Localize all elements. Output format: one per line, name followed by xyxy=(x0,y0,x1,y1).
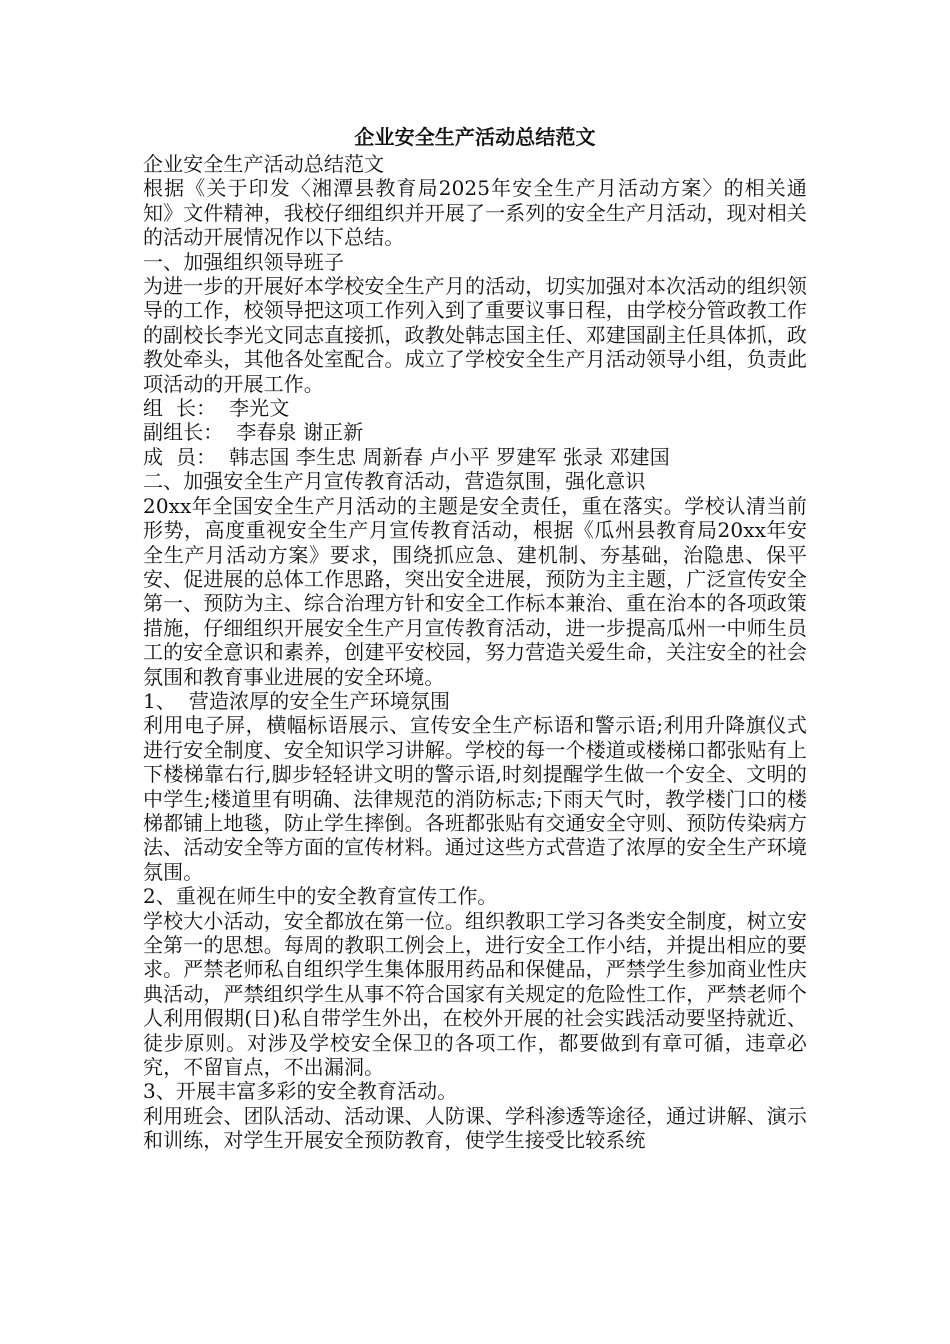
group-leader-line: 组 长： 李光文 xyxy=(143,396,290,421)
subsection-3-paragraph: 利用班会、团队活动、活动课、人防课、学科渗透等途径，通过讲解、演示和训练，对学生开展安全预防教育，使学生接受比较系统 xyxy=(143,1103,807,1153)
section-2-paragraph: 20xx年全国安全生产月活动的主题是安全责任，重在落实。学校认清当前形势，高度重视安全生产月宣传教育活动，根据《瓜州县教育局20xx年安全生产月活动方案》要求，围绕抓应急、建机制、夯基础，治隐患、保平安、促进展的总体工作思路，突出安全进展，预防为主主题，广泛宣传安全第一、预防为主、综合治理方针和安全工作标本兼治、重在治本的各项政策措施，仔细组织开展安全生产月宣传教育活动，进一步提高瓜州一中师生员工的安全意识和素养，创建平安校园，努力营造关爱生命，关注安全的社会氛围和教育事业进展的安全环境。 xyxy=(143,493,807,689)
subsection-heading-2: 2、重视在师生中的安全教育宣传工作。 xyxy=(143,884,498,909)
subsection-heading-1: 1、 营造浓厚的安全生产环境氛围 xyxy=(143,688,451,713)
section-heading-1: 一、加强组织领导班子 xyxy=(143,249,344,274)
intro-paragraph: 根据《关于印发〈湘潭县教育局2025年安全生产月活动方案〉的相关通知》文件精神，我校仔细组织并开展了一系列的安全生产月活动，现对相关的活动开展情况作以下总结。 xyxy=(143,176,807,250)
document-title: 企业安全生产活动总结范文 xyxy=(354,125,596,149)
subsection-2-paragraph: 学校大小活动，安全都放在第一位。组织教职工学习各类安全制度，树立安全第一的思想。每周的教职工例会上，进行安全工作小结，并提出相应的要求。严禁老师私自组织学生集体服用药品和保健品，严禁学生参加商业性庆典活动，严禁组织学生从事不符合国家有关规定的危险性工作，严禁老师个人利用假期(日)私自带学生外出，在校外开展的社会实践活动要坚持就近、徒步原则。对涉及学校安全保卫的各项工作，都要做到有章可循，违章必究，不留盲点，不出漏洞。 xyxy=(143,908,807,1080)
section-1-paragraph: 为进一步的开展好本学校安全生产月的活动，切实加强对本次活动的组织领导的工作，校领导把这项工作列入到了重要议事日程，由学校分管政教工作的副校长李光文同志直接抓，政教处韩志国主任、邓建国副主任具体抓，政教处牵头，其他各处室配合。成立了学校安全生产月活动领导小组，负责此项活动的开展工作。 xyxy=(143,274,807,396)
subtitle-line: 企业安全生产活动总结范文 xyxy=(143,152,385,176)
document-body xyxy=(143,122,807,1153)
subsection-heading-3: 3、开展丰富多彩的安全教育活动。 xyxy=(143,1079,458,1104)
section-heading-2: 二、加强安全生产月宣传教育活动，营造氛围，强化意识 xyxy=(143,469,646,494)
members-line: 成 员： 韩志国 李生忠 周新春 卢小平 罗建军 张录 邓建国 xyxy=(143,444,670,469)
subsection-1-paragraph: 利用电子屏，横幅标语展示、宣传安全生产标语和警示语;利用升降旗仪式进行安全制度、安全知识学习讲解。学校的每一个楼道或楼梯口都张贴有上下楼梯靠右行,脚步轻轻讲文明的警示语,时刻提醒学生做一个安全、文明的中学生;楼道里有明确、法律规范的消防标志;下雨天气时，教学楼门口的楼梯都铺上地毯，防止学生摔倒。各班都张贴有交通安全守则、预防传染病方法、活动安全等方面的宣传材料。通过这些方式营造了浓厚的安全生产环境氛围。 xyxy=(143,713,807,884)
deputy-leader-line: 副组长： 李春泉 谢正新 xyxy=(143,420,364,445)
